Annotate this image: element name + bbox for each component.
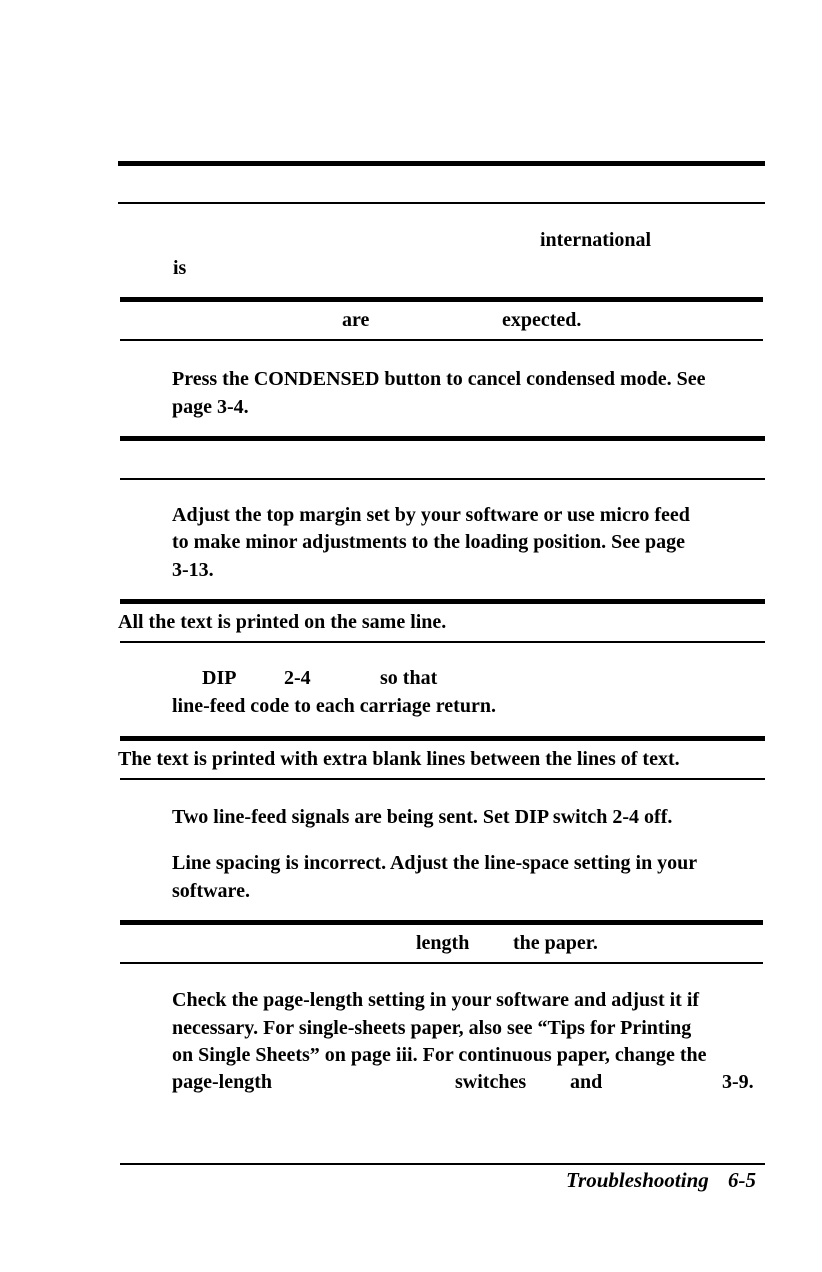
section-2-top-rule [120, 436, 765, 441]
top-rule-thick [118, 161, 765, 166]
section-4-heading: The text is printed with extra blank lines between the lines of text. [118, 748, 680, 770]
section-4-body-line-1: Two line-feed signals are being sent. Set DIP switch 2-4 off. [172, 806, 673, 828]
section-5-body-line-3: on Single Sheets” on page iii. For continuous paper, change the [172, 1044, 707, 1066]
section-5-body-last-part-4: 3-9. [722, 1071, 754, 1093]
section-3-body-part-1: DIP [202, 667, 237, 689]
section-2-bottom-rule [120, 478, 765, 480]
fragment-is: is [173, 257, 187, 279]
section-2-body-line-3: 3-13. [172, 559, 214, 581]
section-5-heading-part-2: the paper. [513, 932, 598, 954]
section-4-bottom-rule [120, 778, 765, 780]
section-1-top-rule [120, 297, 763, 302]
section-2-body-line-2: to make minor adjustments to the loading position. See page [172, 531, 685, 553]
section-5-body-line-1: Check the page-length setting in your software and adjust it if [172, 989, 700, 1011]
section-5-body-last-part-3: and [570, 1071, 603, 1093]
section-1-body-line-2: page 3-4. [172, 396, 249, 418]
footer-section-title: Troubleshooting [566, 1168, 709, 1192]
section-4-top-rule [120, 736, 765, 741]
section-2-body-line-1: Adjust the top margin set by your software or use micro feed [172, 504, 690, 526]
section-3-bottom-rule [120, 641, 765, 643]
section-1-heading-part-2: expected. [502, 309, 582, 331]
section-5-bottom-rule [120, 962, 763, 964]
section-5-body-last-part-2: switches [455, 1071, 527, 1093]
section-5-top-rule [120, 920, 763, 925]
section-1-heading-part-1: are [342, 309, 370, 331]
section-3-body-line-2: line-feed code to each carriage return. [172, 695, 496, 717]
section-5-heading-part-1: length [416, 932, 470, 954]
section-4-body2-line-1: Line spacing is incorrect. Adjust the line-space setting in your [172, 852, 698, 874]
section-5-body-line-2: necessary. For single-sheets paper, also see “Tips for Printing [172, 1017, 692, 1039]
fragment-international: international [540, 229, 652, 251]
section-4-body2-line-2: software. [172, 880, 250, 902]
section-3-top-rule [120, 599, 765, 604]
footer-page-number: 6-5 [728, 1168, 756, 1192]
section-1-bottom-rule [120, 339, 763, 341]
section-3-heading: All the text is printed on the same line. [118, 611, 447, 633]
section-5-body-last-part-1: page-length [172, 1071, 272, 1093]
section-3-body-part-3: so that [380, 667, 438, 689]
footer-rule [120, 1163, 765, 1165]
top-rule-thin [118, 202, 765, 204]
section-1-body-line-1: Press the CONDENSED button to cancel condensed mode. See [172, 368, 706, 390]
section-3-body-part-2: 2-4 [284, 667, 311, 689]
